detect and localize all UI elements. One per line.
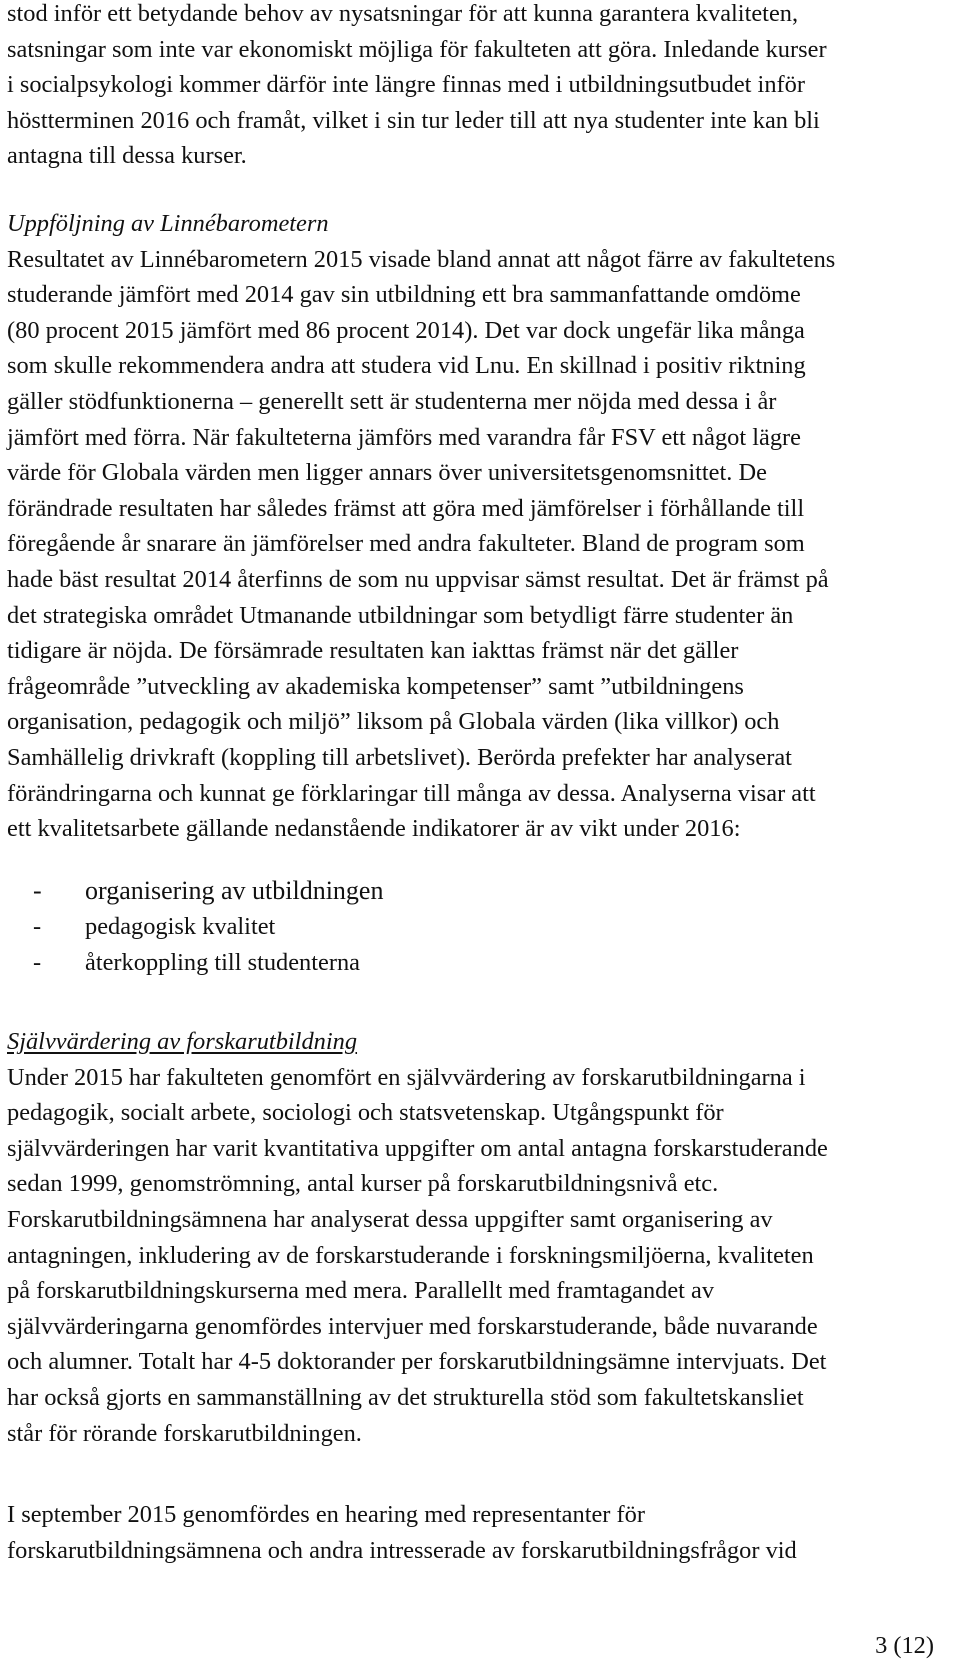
list-dash: - <box>33 913 42 940</box>
section-body-sjalvvardering: Under 2015 har fakulteten genomfört en självvärdering av forskarutbildningarna i pedagogik, socialt arbete, sociologi och statsvetenskap. Utgångspunkt för självvärderingen har varit kvantitativa uppgifter om antal antagna forskarstuderande sedan 1999, genomströmning, antal kurser på forskarutbildningsnivå etc. Forskarutbildningsämnena har analyserat dessa uppgifter samt organisering av antagningen, inkludering av de forskarstuderande i forskningsmiljöerna, kvaliteten på forskarutbildningskurserna med mera. Parallellt med framtagandet av självvärderingarna genomfördes intervjuer med forskarstuderande, både nuvarande och alumner. Totalt har 4-5 doktorander per forskarutbildningsämne intervjuats. Det har också gjorts en sammanställning av det strukturella stöd som fakultetskansliet står för rörande forskarutbildningen. <box>7 1063 828 1447</box>
section-body-linnebarometern: Resultatet av Linnébarometern 2015 visade bland annat att något färre av fakultetens studerande jämfört med 2014 gav sin utbildning ett bra sammanfattande omdöme (80 procent 2015 jämfört med 86 procent 2014). Det var dock ungefär lika många som skulle rekommendera andra att studera vid Lnu. En skillnad i positiv riktning gäller stödfunktionerna – generellt sett är studenterna mer nöjda med dessa i år jämfört med förra. När fakulteterna jämförs med varandra får FSV ett något lägre värde för Globala värden men ligger annars över universitetsgenomsnittet. De förändrade resultaten har således främst att göra med jämförelser i förhållande till föregående år snarare än jämförelser med andra fakulteter. Bland de program som hade bäst resultat 2014 återfinns de som nu uppvisar sämst resultat. Det är främst på det strategiska området Utmanande utbildningar som betydligt färre studenter än tidigare är nöjda. De försämrade resultaten kan iakttas främst när det gäller frågeområde ”utveckling av akademiska kompetenser” samt ”utbildningens organisation, pedagogik och miljö” liksom på Globala värden (lika villkor) och Samhällelig drivkraft (koppling till arbetslivet). Berörda prefekter har analyserat förändringarna och kunnat ge förklaringar till många av dessa. Analyserna visar att ett kvalitetsarbete gällande nedanstående indikatorer är av vikt under 2016: <box>7 245 836 843</box>
section-heading-sjalvvardering: Självvärdering av forskarutbildning <box>7 1028 358 1055</box>
indicator-list <box>7 873 383 981</box>
list-item <box>7 873 383 909</box>
list-dash: - <box>33 949 42 976</box>
list-item-text: återkoppling till studenterna <box>85 949 361 976</box>
list-item <box>7 945 383 981</box>
list-item-text: pedagogisk kvalitet <box>85 913 276 940</box>
intro-paragraph: stod inför ett betydande behov av nysatsningar för att kunna garantera kvaliteten, satsningar som inte var ekonomiskt möjliga för fakulteten att göra. Inledande kurser i socialpsykologi kommer därför inte längre finnas med i utbildningsutbudet inför höstterminen 2016 och framåt, vilket i sin tur leder till att nya studenter inte kan bli antagna till dessa kurser. <box>7 0 827 170</box>
list-item <box>7 909 383 945</box>
closing-paragraph: I september 2015 genomfördes en hearing med representanter för forskarutbildningsämnena och andra intresserade av forskarutbildningsfrågor vid <box>7 1501 797 1564</box>
list-item-text: organisering av utbildningen <box>85 876 384 905</box>
section-heading-linnebarometern: Uppföljning av Linnébarometern <box>7 210 329 237</box>
section-linnebarometern <box>7 206 835 847</box>
page-number: 3 (12) <box>875 1632 934 1659</box>
section-sjalvvardering <box>7 1024 828 1451</box>
list-dash: - <box>33 876 42 905</box>
